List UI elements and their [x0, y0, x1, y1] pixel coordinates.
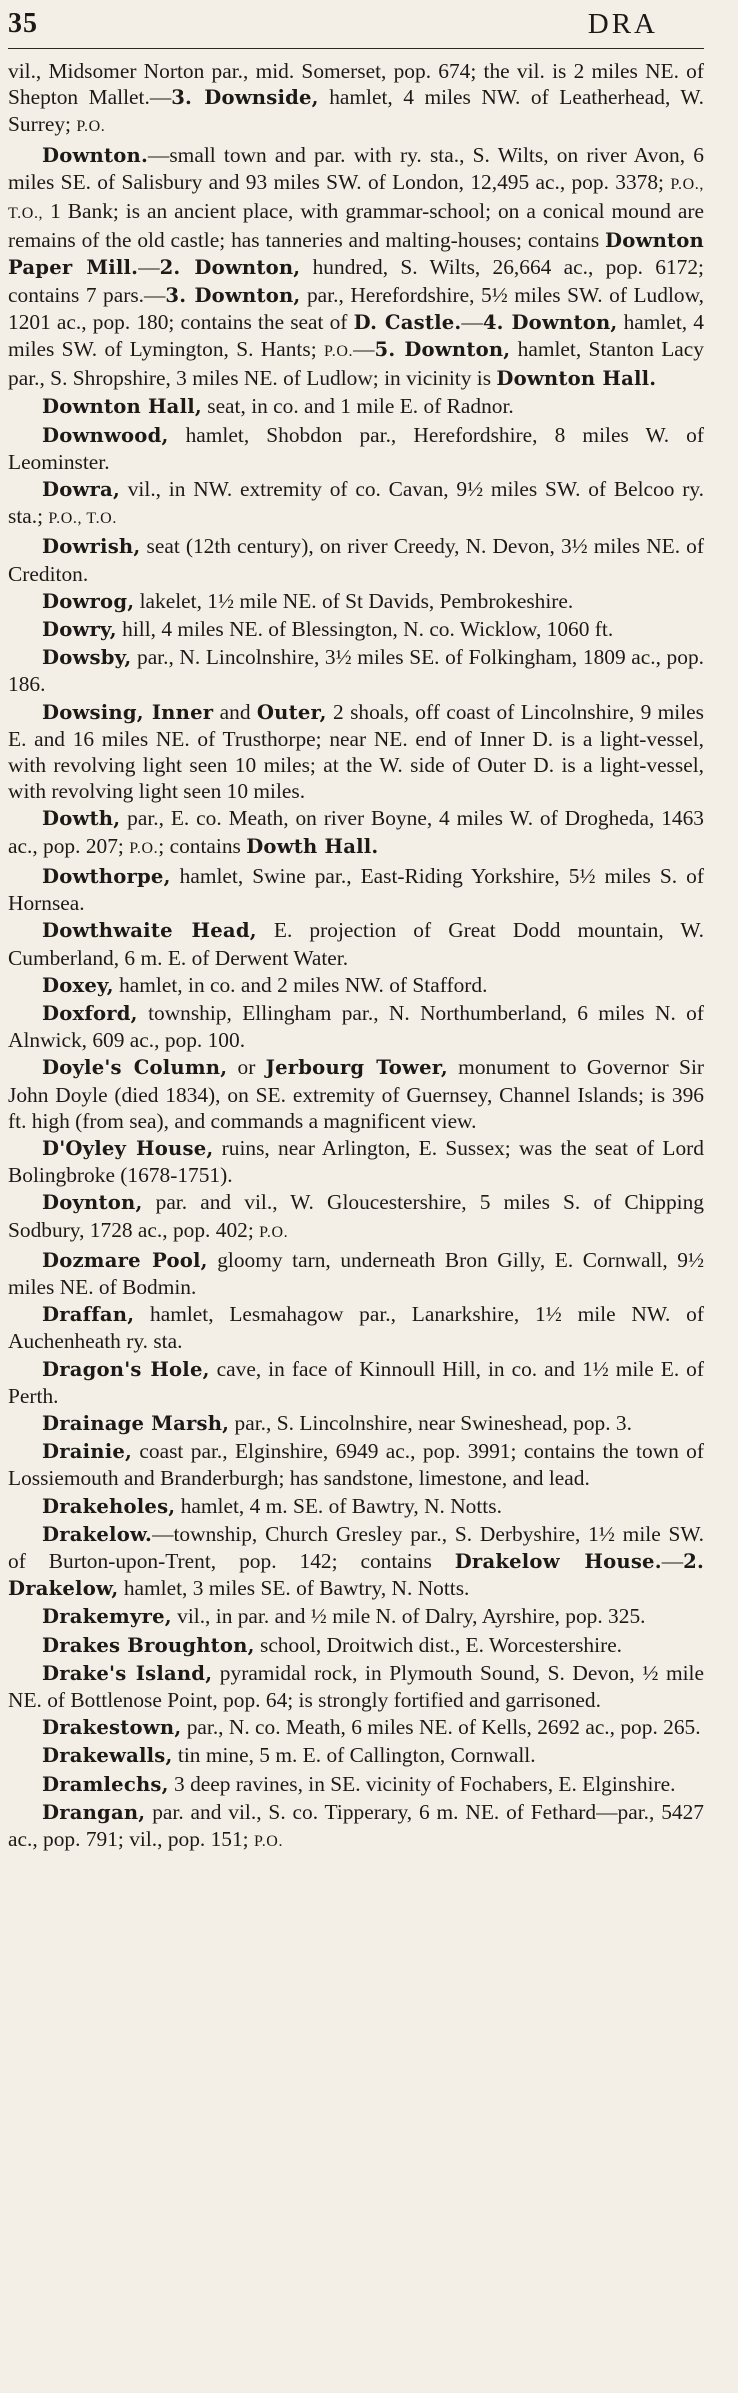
entry-headword: Dowra,	[42, 478, 120, 502]
entry-headword: Drakemyre,	[42, 1605, 172, 1629]
entry-text: lakelet, 1½ mile NE. of St Davids, Pembrokeshire.	[134, 588, 574, 613]
entries-column	[8, 49, 704, 1855]
entry-headword: Drakestown,	[42, 1716, 182, 1740]
gazetteer-entry	[8, 863, 704, 916]
entry-text: 1 Bank; is an ancient place, with grammar-school; on a conical mound are remains of the old castle; has tanneries and malting-houses; contains	[8, 199, 704, 253]
gazetteer-entry	[8, 644, 704, 697]
postal-code: P.O.	[129, 839, 159, 857]
entry-headword: Doyle's Column,	[42, 1056, 228, 1080]
entry-text: pyramidal rock, in Plymouth Sound, S. Devon, ½ mile NE. of Bottlenose Point, pop. 64; is strongly fortified and garrisoned.	[8, 1660, 704, 1712]
entry-headword: Drainie,	[42, 1440, 133, 1464]
gazetteer-entry	[8, 1771, 704, 1798]
gazetteer-entry	[8, 972, 704, 999]
gazetteer-entry	[8, 588, 704, 615]
entry-text: par., N. Lincolnshire, 3½ miles SE. of Folkingham, 1809 ac., pop. 186.	[8, 645, 704, 697]
entry-text: hamlet, Lesmahagow par., Lanarkshire, 1½ mile NW. of Auchenheath ry. sta.	[8, 1302, 704, 1354]
gazetteer-entry	[8, 1714, 704, 1741]
entry-text: hundred, S. Wilts, 26,664 ac., pop. 6172; contains 7 pars.—	[8, 255, 705, 307]
entry-headword: Dowthwaite Head,	[42, 919, 257, 943]
gazetteer-entry	[8, 1189, 704, 1245]
postal-code: P.O., T.O.,	[8, 175, 704, 223]
entry-text: par. and vil., S. co. Tipperary, 6 m. NE. of Fethard—par., 5427 ac., pop. 791; vil., pop. 151;	[8, 1799, 704, 1851]
entry-headword: Dowry,	[42, 618, 117, 642]
cross-reference: 4. Downton,	[482, 310, 618, 334]
cross-reference: 3. Downside,	[171, 86, 319, 110]
gazetteer-entry	[8, 1632, 704, 1659]
entry-text: cave, in face of Kinnoull Hill, in co. and 1½ mile E. of Perth.	[8, 1356, 704, 1408]
gazetteer-entry	[8, 616, 704, 643]
entry-headword: Drake's Island,	[42, 1661, 213, 1685]
gazetteer-entry	[8, 1799, 704, 1855]
gazetteer-entry	[8, 393, 704, 420]
entry-text: —	[661, 1548, 684, 1573]
entry-headword: Downwood,	[42, 423, 169, 447]
entry-text: tin mine, 5 m. E. of Callington, Cornwall.	[172, 1743, 536, 1768]
gazetteer-entry	[8, 476, 704, 532]
cross-reference: Outer,	[256, 700, 327, 724]
gazetteer-entry	[8, 1356, 704, 1409]
gazetteer-entry	[8, 533, 704, 586]
entry-headword: Dowrog,	[42, 589, 135, 613]
entry-headword: Drakelow.	[42, 1522, 153, 1546]
entry-headword: Dowrish,	[42, 535, 141, 559]
gazetteer-entry	[8, 1521, 704, 1603]
entry-headword: Downton Hall,	[42, 395, 202, 419]
entry-text: monument to Governor Sir John Doyle (died 1834), on SE. extremity of Guernsey, Channel Islands; is 396 ft. high (from sea), and commands a magnificent view.	[8, 1055, 705, 1133]
gazetteer-entry	[8, 1247, 704, 1300]
cross-reference: Downton Hall.	[496, 367, 657, 391]
cross-reference: 3. Downton,	[165, 283, 301, 307]
entry-headword: Dowth,	[42, 807, 121, 831]
entry-text: hamlet, 4 miles NW. of Leatherhead, W. Surrey;	[8, 85, 704, 137]
gazetteer-entry	[8, 1660, 704, 1713]
entry-text: hamlet, 3 miles SE. of Bawtry, N. Notts.	[118, 1576, 470, 1601]
entry-text: par. and vil., W. Gloucestershire, 5 miles S. of Chipping Sodbury, 1728 ac., pop. 402;	[8, 1190, 704, 1242]
entry-text: hamlet, 4 m. SE. of Bawtry, N. Notts.	[175, 1493, 502, 1518]
entry-headword: Draffan,	[42, 1303, 135, 1327]
gazetteer-entry	[8, 1603, 704, 1630]
entry-text: and	[213, 699, 257, 724]
cross-reference: Jerbourg Tower,	[265, 1056, 448, 1080]
cross-reference: D. Castle.	[353, 310, 462, 334]
postal-code: P.O.	[76, 118, 106, 136]
gazetteer-entry	[8, 1493, 704, 1520]
entry-text: vil., in NW. extremity of co. Cavan, 9½ miles SW. of Belcoo ry. sta.;	[8, 477, 704, 529]
entry-headword: Doxey,	[42, 973, 114, 997]
cross-reference: Drakelow House.	[454, 1549, 662, 1573]
page-header	[8, 0, 704, 49]
gazetteer-entry	[8, 1301, 704, 1354]
entry-text: —	[461, 309, 483, 334]
entry-headword: Dramlechs,	[42, 1772, 169, 1796]
entry-text: or	[227, 1055, 266, 1080]
cross-reference: Downton Paper Mill.	[8, 229, 704, 280]
entry-text: seat (12th century), on river Creedy, N. Devon, 3½ miles NE. of Crediton.	[8, 534, 704, 586]
gazetteer-entry	[8, 805, 704, 861]
entry-text: vil., in par. and ½ mile N. of Dalry, Ayrshire, pop. 325.	[171, 1604, 646, 1629]
entry-text: —township, Church Gresley par., S. Derbyshire, 1½ mile SW. of Burton-upon-Trent, pop. 142; contains	[8, 1521, 704, 1573]
entry-text: par., N. co. Meath, 6 miles NE. of Kells, 2692 ac., pop. 265.	[181, 1715, 701, 1740]
entry-text: hamlet, Stanton Lacy par., S. Shropshire, 3 miles NE. of Ludlow; in vicinity is	[8, 337, 704, 391]
entry-text: hamlet, 4 miles SW. of Lymington, S. Hants;	[8, 309, 704, 362]
gazetteer-entry	[8, 1054, 704, 1134]
postal-code: P.O.	[253, 1833, 284, 1850]
running-head: DRA	[587, 8, 658, 40]
gazetteer-entry	[8, 1438, 704, 1491]
gazetteer-entry	[8, 1135, 704, 1188]
entry-text: E. projection of Great Dodd mountain, W. Cumberland, 6 m. E. of Derwent Water.	[8, 918, 704, 970]
gazetteer-entry	[8, 1000, 704, 1053]
page-number: 35	[8, 8, 38, 39]
cross-reference: Dowth Hall.	[246, 834, 379, 858]
entry-text: —	[138, 255, 160, 280]
entry-text: coast par., Elginshire, 6949 ac., pop. 3991; contains the town of Lossiemouth and Branderburgh; has sandstone, limestone, and lead.	[8, 1439, 704, 1491]
cross-reference: 2. Downton,	[159, 256, 301, 280]
entry-headword: Drangan,	[42, 1800, 146, 1824]
entry-headword: Dowthorpe,	[42, 864, 171, 888]
entry-text: school, Droitwich dist., E. Worcestershire.	[254, 1632, 623, 1657]
entry-headword: Dowsing, Inner	[42, 700, 214, 724]
cross-reference: 5. Downton,	[374, 338, 511, 362]
entry-headword: Drakewalls,	[42, 1744, 173, 1768]
postal-code: P.O.	[324, 343, 354, 361]
postal-code: P.O.	[259, 1223, 289, 1241]
gazetteer-entry	[8, 917, 704, 970]
entry-text: ruins, near Arlington, E. Sussex; was the seat of Lord Bolingbroke (1678-1751).	[8, 1135, 704, 1188]
gazetteer-entry	[8, 1742, 704, 1769]
entry-headword: D'Oyley House,	[42, 1136, 214, 1160]
entry-headword: Dragon's Hole,	[42, 1357, 210, 1381]
gazetteer-entry	[8, 422, 704, 475]
entry-headword: Dozmare Pool,	[42, 1248, 208, 1272]
entry-text: par., Herefordshire, 5½ miles SW. of Ludlow, 1201 ac., pop. 180; contains the seat of	[8, 282, 704, 334]
gazetteer-entry	[8, 1410, 704, 1437]
entry-headword: Drakeholes,	[42, 1494, 176, 1518]
entry-headword: Doxford,	[42, 1001, 138, 1025]
gazetteer-entry	[8, 58, 704, 141]
entry-headword: Doynton,	[42, 1191, 143, 1215]
entry-headword: Drainage Marsh,	[42, 1411, 230, 1435]
entry-text: seat, in co. and 1 mile E. of Radnor.	[201, 394, 514, 419]
entry-text: —	[353, 337, 375, 362]
entry-text: 3 deep ravines, in SE. vicinity of Fochabers, E. Elginshire.	[168, 1771, 676, 1796]
gazetteer-entry	[8, 699, 704, 805]
entry-text: 2 shoals, off coast of Lincolnshire, 9 miles E. and 16 miles NE. of Trusthorpe; near NE. end of Inner D. is a light-vessel, with revolving light seen 10 miles; at the W. side of Outer D. is a light-vessel, with revolving light seen 10 miles.	[8, 699, 704, 804]
entry-text: hamlet, in co. and 2 miles NW. of Stafford.	[113, 972, 488, 997]
entry-headword: Dowsby,	[42, 646, 132, 670]
postal-code: P.O., T.O.	[48, 510, 117, 528]
entry-headword: Drakes Broughton,	[42, 1633, 255, 1657]
gazetteer-entry	[8, 142, 704, 393]
entry-text: township, Ellingham par., N. Northumberland, 6 miles N. of Alnwick, 609 ac., pop. 100.	[8, 1000, 704, 1053]
entry-text: —small town and par. with ry. sta., S. Wilts, on river Avon, 6 miles SE. of Salisbury and 93 miles SW. of London, 12,495 ac., pop. 3378;	[8, 142, 704, 194]
entry-headword: Downton.	[42, 143, 148, 167]
entry-text: par., S. Lincolnshire, near Swineshead, pop. 3.	[229, 1410, 632, 1435]
entry-text: vil., Midsomer Norton par., mid. Somerset, pop. 674; the vil. is 2 miles NE. of Shepton Mallet.—	[8, 59, 704, 110]
entry-text: ; contains	[158, 833, 247, 858]
entry-text: gloomy tarn, underneath Bron Gilly, E. Cornwall, 9½ miles NE. of Bodmin.	[8, 1247, 704, 1299]
entry-text: par., E. co. Meath, on river Boyne, 4 miles W. of Drogheda, 1463 ac., pop. 207;	[8, 806, 704, 858]
cross-reference: 2. Drakelow,	[8, 1549, 704, 1601]
entry-text: hamlet, Swine par., East-Riding Yorkshire, 5½ miles S. of Hornsea.	[8, 863, 704, 916]
entry-text: hill, 4 miles NE. of Blessington, N. co. Wicklow, 1060 ft.	[116, 617, 614, 642]
entry-text: hamlet, Shobdon par., Herefordshire, 8 miles W. of Leominster.	[8, 422, 704, 474]
